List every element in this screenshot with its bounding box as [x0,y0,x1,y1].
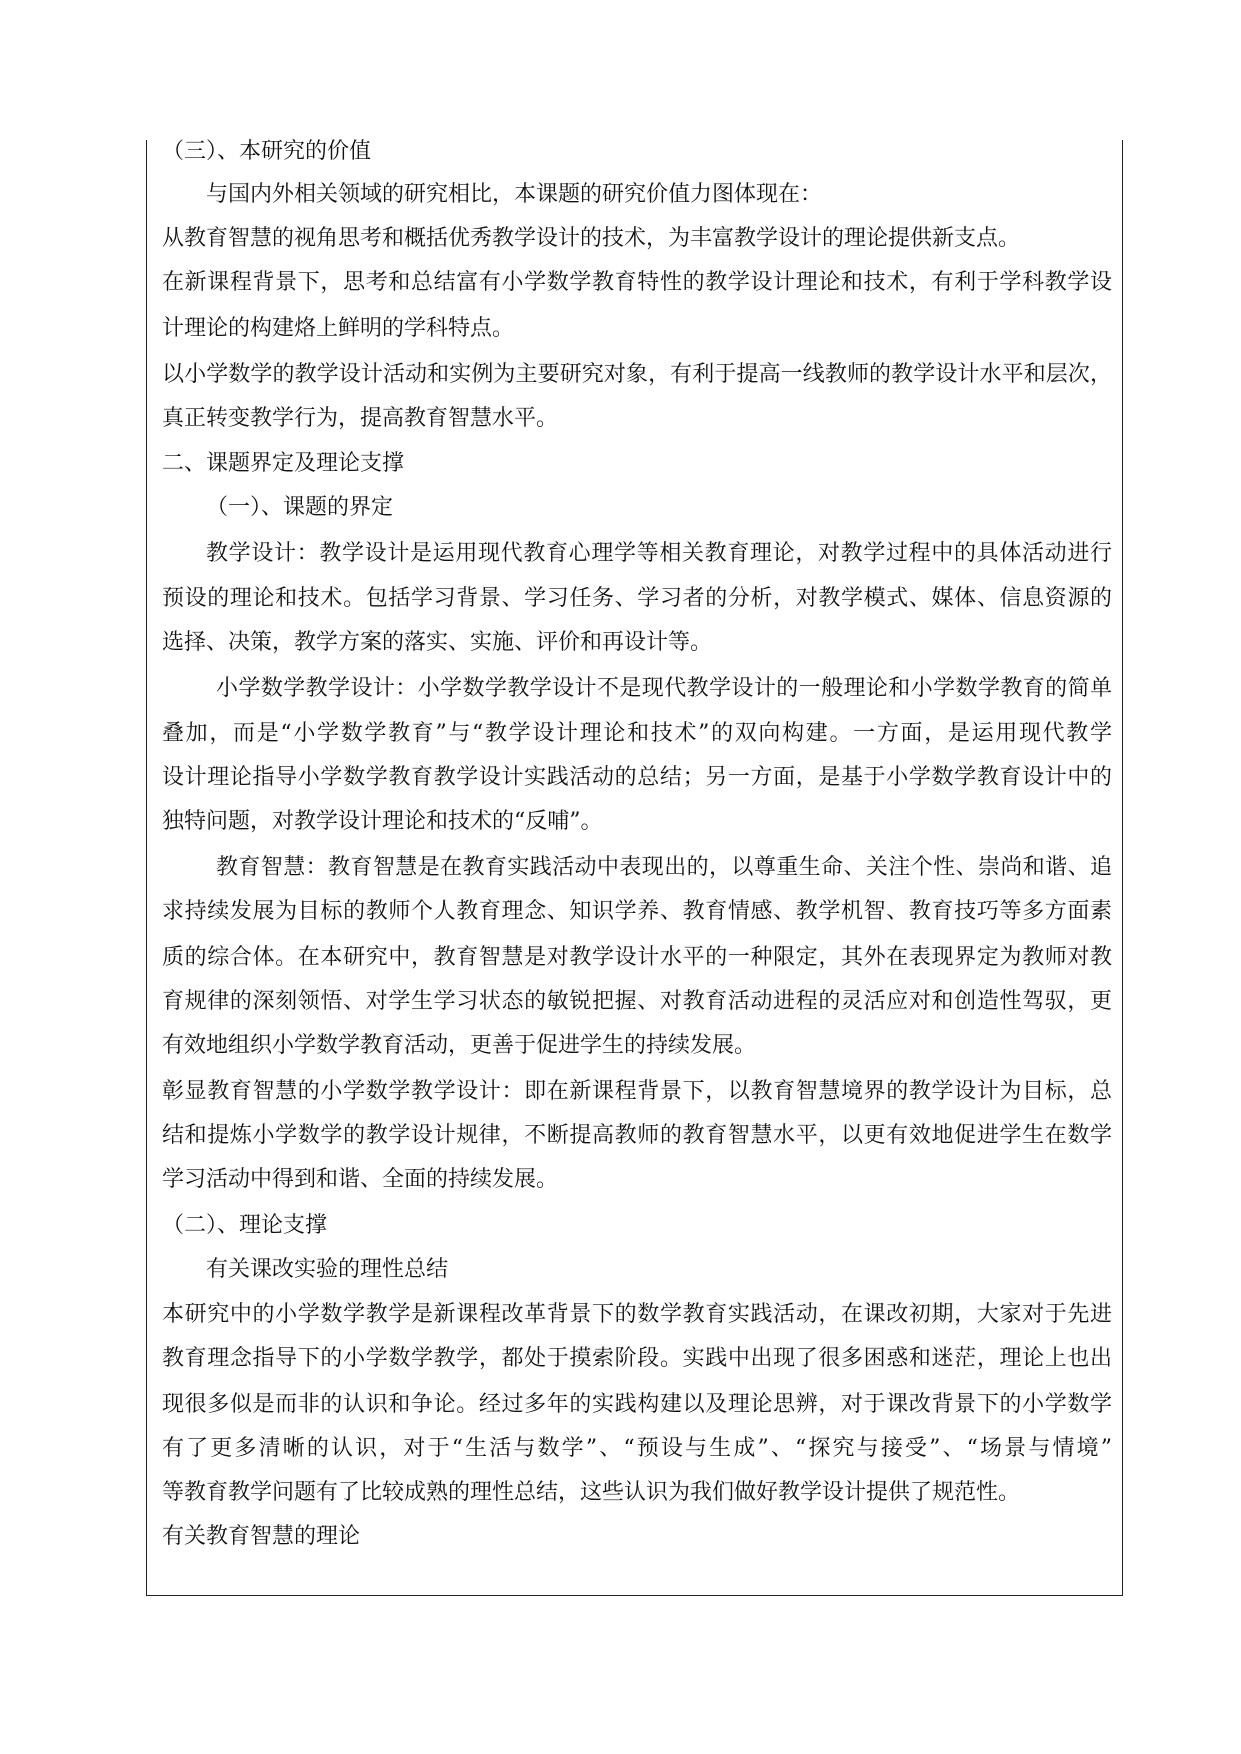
text-line: 教学设计：教学设计是运用现代教育心理学等相关教育理论，对教学过程中的具体活动进行 [206,541,1112,566]
text-line: 教育理念指导下的小学数学教学，都处于摸索阶段。实践中出现了很多困惑和迷茫，理论上也出 [162,1346,1112,1371]
text-line: 独特问题，对教学设计理论和技术的“反哺”。 [162,809,603,834]
text-line: 二、课题界定及理论支撑 [162,451,405,476]
text-line: 选择、决策，教学方案的落实、实施、评价和再设计等。 [162,630,713,655]
text-line: 求持续发展为目标的教师个人教育理念、知识学养、教育情感、教学机智、教育技巧等多方面素 [162,899,1112,924]
text-line: 教育智慧：教育智慧是在教育实践活动中表现出的，以尊重生命、关注个性、崇尚和谐、追 [216,855,1112,880]
text-line: 现很多似是而非的认识和争论。经过多年的实践构建以及理论思辨，对于课改背景下的小学数学 [162,1392,1112,1417]
text-line: 有了更多清晰的认识，对于“生活与数学”、“预设与生成”、“探究与接受”、“场景与情境” [162,1436,1112,1461]
text-line: 有关课改实验的理性总结 [206,1257,449,1282]
text-line: （一）、课题的界定 [206,495,394,520]
text-line: 以小学数学的教学设计活动和实例为主要研究对象，有利于提高一线教师的教学设计水平和层次， [162,362,1112,387]
text-line: 有关教育智慧的理论 [162,1524,361,1549]
text-line: 叠加，而是“小学数学教育”与“教学设计理论和技术”的双向构建。一方面，是运用现代教学 [162,721,1112,746]
text-line: 真正转变教学行为，提高教育智慧水平。 [162,406,559,431]
text-line: 与国内外相关领域的研究相比，本课题的研究价值力图体现在： [206,182,823,207]
text-line: 从教育智慧的视角思考和概括优秀教学设计的技术，为丰富教学设计的理论提供新支点。 [162,226,1021,251]
text-line: 本研究中的小学数学教学是新课程改革背景下的数学教育实践活动，在课改初期，大家对于先进 [162,1302,1112,1327]
text-line: 计理论的构建烙上鲜明的学科特点。 [162,316,515,341]
text-line: （二）、理论支撑 [162,1213,328,1238]
text-line: 质的综合体。在本研究中，教育智慧是对教学设计水平的一种限定，其外在表现界定为教师对教 [162,945,1112,970]
text-line: 有效地组织小学数学教育活动，更善于促进学生的持续发展。 [162,1033,757,1058]
text-line: 预设的理论和技术。包括学习背景、学习任务、学习者的分析，对教学模式、媒体、信息资源的 [162,586,1112,611]
text-line: 小学数学教学设计：小学数学教学设计不是现代教学设计的一般理论和小学数学教育的简单 [216,676,1112,701]
text-line: 学习活动中得到和谐、全面的持续发展。 [162,1167,559,1192]
text-line: 结和提炼小学数学的教学设计规律，不断提高教师的教育智慧水平，以更有效地促进学生在数学 [162,1123,1112,1148]
text-line: （三）、本研究的价值 [162,139,372,164]
text-line: 育规律的深刻领悟、对学生学习状态的敏锐把握、对教育活动进程的灵活应对和创造性驾驭，更 [162,989,1112,1014]
text-line: 彰显教育智慧的小学数学教学设计：即在新课程背景下，以教育智慧境界的教学设计为目标，总 [162,1079,1112,1104]
text-line: 设计理论指导小学数学教育教学设计实践活动的总结；另一方面，是基于小学数学教育设计中的 [162,765,1112,790]
text-line: 在新课程背景下，思考和总结富有小学数学教育特性的教学设计理论和技术，有利于学科教学设 [162,270,1112,295]
text-line: 等教育教学问题有了比较成熟的理性总结，这些认识为我们做好教学设计提供了规范性。 [162,1480,1021,1505]
